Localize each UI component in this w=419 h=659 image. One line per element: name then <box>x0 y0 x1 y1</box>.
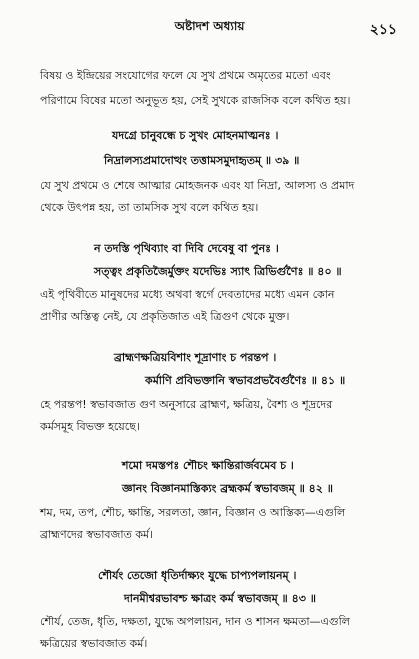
verse-line: শৌর্যং তেজো ধৃতির্দাক্ষ্যং যুদ্ধে চাপ্যপলায়নম্ । <box>98 569 297 582</box>
verse-line: শমো দমস্তপঃ শৌচং ক্ষান্তিরার্জবমেব চ । <box>122 459 294 472</box>
verse-line: ব্রাহ্মণক্ষত্রিয়বিশাং শূদ্রাণাং চ পরন্তপ । <box>114 351 277 364</box>
verse-line: সত্ত্বং প্রকৃতিজৈর্মুক্তং যদেভিঃ স্যাৎ ত্রিভির্গুণৈঃ ॥ ৪০ ॥ <box>94 265 342 278</box>
meaning-line: ক্ষত্রিয়ের স্বভাবজাত কর্ম। <box>40 637 148 650</box>
page-number: ২১১ <box>369 22 397 38</box>
verse-line: ন তদস্তি পৃথিব্যাং বা দিবি দেবেষু বা পুনঃ । <box>94 242 279 255</box>
verse-line: দানমীশ্বরভাবশ্চ ক্ষাত্রং কর্ম স্বভাবজম্ ॥ ৪৩ ॥ <box>124 592 316 605</box>
chapter-title: অষ্টাদশ অধ্যায় <box>174 19 245 33</box>
verse-line: জ্ঞানং বিজ্ঞানমাস্তিক্যং ব্রহ্মকর্ম স্বভাবজম্ ॥ ৪২ ॥ <box>122 482 333 495</box>
text-line: বিষয় ও ইন্দ্রিয়ের সংযোগের ফলে যে সুখ প্রথমে অমৃতের মতো এবং <box>40 69 331 82</box>
verse-line: কর্মাণি প্রবিভক্তানি স্বভাবপ্রভবৈর্গুণৈঃ ॥ ৪১ ॥ <box>145 374 346 387</box>
meaning-line: থেকে উৎপন্ন হয়, তা তামসিক সুখ বলে কথিত হয়। <box>40 201 259 214</box>
meaning-line: কর্মসমূহ বিভক্ত হয়েছে। <box>40 420 140 433</box>
meaning-line: শৌর্য, তেজ, ধৃতি, দক্ষতা, যুদ্ধে অপলায়ন, দান ও শাসন ক্ষমতা—এগুলি <box>40 615 351 628</box>
meaning-line: যে সুখ প্রথমে ও শেষে আত্মার মোহজনক এবং যা নিদ্রা, আলস্য ও প্রমাদ <box>40 179 355 192</box>
meaning-line: হে পরন্তপ! স্বভাবজাত গুণ অনুসারে ব্রাহ্মণ, ক্ষত্রিয়, বৈশ্য ও শূদ্রদের <box>40 398 333 411</box>
verse-line: নিদ্রালস্যপ্রমাদোত্থং তত্তামসমুদাহৃতম্ ॥ ৩৯ ॥ <box>104 154 300 167</box>
verse-line: যদগ্রে চানুবন্ধে চ সুখং মোহনমাত্মনঃ । <box>112 129 279 142</box>
text-line: পরিণামে বিষের মতো অনুভূত হয়, সেই সুখকে রাজসিক বলে কথিত হয়। <box>40 94 351 107</box>
page-header <box>0 18 419 40</box>
meaning-line: শম, দম, তপ, শৌচ, ক্ষান্তি, সরলতা, জ্ঞান, বিজ্ঞান ও আস্তিক্য—এগুলি <box>40 506 346 519</box>
meaning-line: ব্রাহ্মণদের স্বভাবজাত কর্ম। <box>40 528 154 541</box>
meaning-line: এই পৃথিবীতে মানুষদের মধ্যে অথবা স্বর্গে দেবতাদের মধ্যে এমন কোন <box>40 288 335 301</box>
meaning-line: প্রাণীর অস্তিত্ব নেই, যে প্রকৃতিজাত এই ত্রিগুণ থেকে মুক্ত। <box>40 310 290 323</box>
